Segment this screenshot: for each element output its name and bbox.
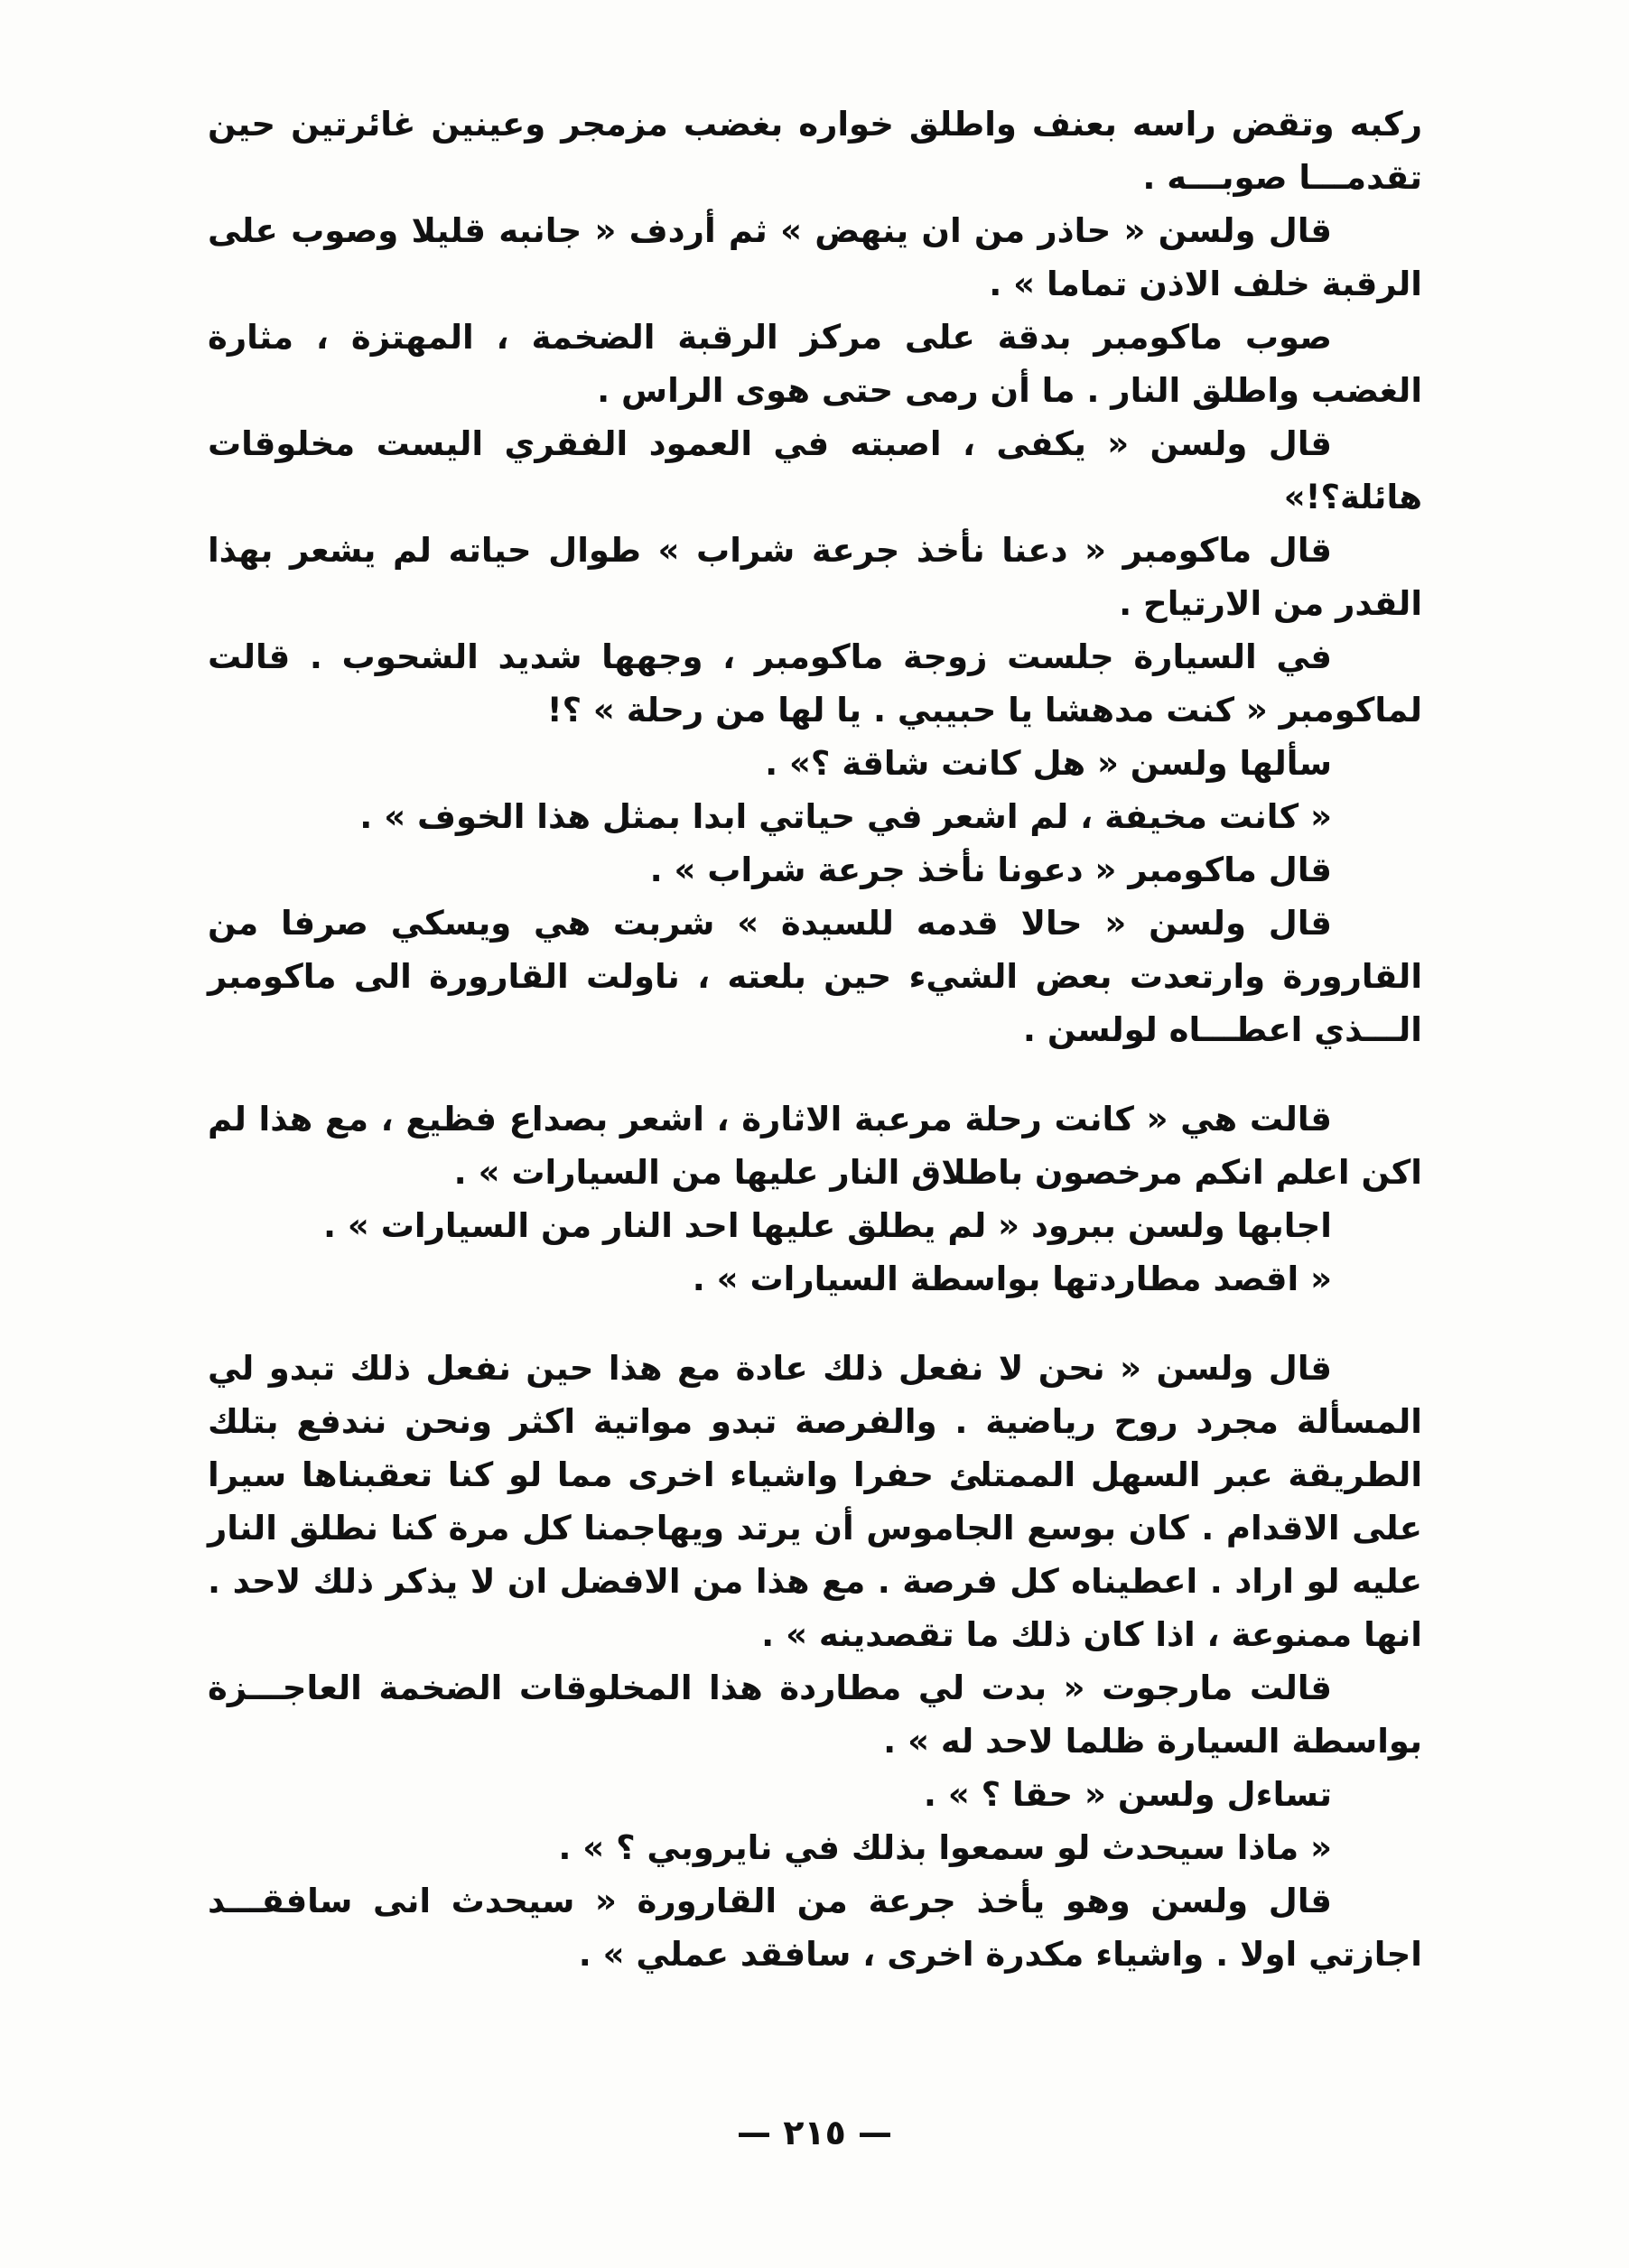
paragraph: « كانت مخيفة ، لم اشعر في حياتي ابدا بمثل هذا الخوف » . [359, 797, 1332, 836]
paragraph: قال ماكومبر « دعونا نأخذ جرعة شراب » . [649, 850, 1332, 889]
paragraph: قال ولسن « يكفى ، اصبته في العمود الفقري اليست مخلوقات هائلة؟!» [208, 424, 1422, 516]
paragraph: قال ولسن « حالا قدمه للسيدة » شربت هي ويسكي صرفا من القارورة وارتعدت بعض الشيء حين بلعته ، ناولت القارورة الى ماكومبر الـــذي اعطـــاه لولسن . [208, 904, 1422, 1049]
paragraph: قال ولسن وهو يأخذ جرعة من القارورة « سيحدث انى سافقـــد اجازتي اولا . واشياء مكدرة اخرى ، سافقد عملي » . [208, 1882, 1422, 1974]
paragraph: في السيارة جلست زوجة ماكومبر ، وجهها شديد الشحوب . قالت لماكومبر « كنت مدهشا يا حبيبي . يا لها من رحلة » ؟! [208, 637, 1422, 730]
paragraph: قال ماكومبر « دعنا نأخذ جرعة شراب » طوال حياته لم يشعر بهذا القدر من الارتياح . [208, 531, 1422, 623]
paragraph: « ماذا سيحدث لو سمعوا بذلك في نايروبي ؟ » . [558, 1828, 1332, 1867]
paragraph: اجابها ولسن ببرود « لم يطلق عليها احد النار من السيارات » . [322, 1206, 1332, 1245]
paragraph: قال ولسن « نحن لا نفعل ذلك عادة مع هذا حين نفعل ذلك تبدو لي المسألة مجرد روح رياضية . والفرصة تبدو مواتية اكثر ونحن نندفع بتلك الطريقة عبر السهل الممتلئ حفرا واشياء اخرى مما لو كنا تعقبناها سيرا على الاقدام . كان بوسع الجاموس أن يرتد ويهاجمنا كل مرة كنا نطلق النار عليه لو اراد . اعطيناه كل فرصة . مع هذا من الافضل ان لا يذكر ذلك لاحد . انها ممنوعة ، اذا كان ذلك ما تقصدينه » . [208, 1349, 1422, 1654]
paragraph-gap [208, 1306, 1422, 1342]
body-text [208, 98, 1422, 1981]
paragraph: تساءل ولسن « حقا ؟ » . [923, 1775, 1332, 1814]
paragraph: « اقصد مطاردتها بواسطة السيارات » . [692, 1259, 1332, 1298]
page-number: — ٢١٥ — [736, 2113, 893, 2152]
paragraph: قالت هي « كانت رحلة مرعبة الاثارة ، اشعر بصداع فظيع ، مع هذا لم اكن اعلم انكم مرخصون باطلاق النار عليها من السيارات » . [208, 1100, 1422, 1192]
paragraph: قالت مارجوت « بدت لي مطاردة هذا المخلوقات الضخمة العاجـــزة بواسطة السيارة ظلما لاحد له » . [208, 1668, 1422, 1761]
paragraph: قال ولسن « حاذر من ان ينهض » ثم أردف « جانبه قليلا وصوب على الرقبة خلف الاذن تماما » . [208, 211, 1422, 303]
paragraph: سألها ولسن « هل كانت شاقة ؟» . [765, 744, 1332, 783]
paragraph: صوب ماكومبر بدقة على مركز الرقبة الضخمة ، المهتزة ، مثارة الغضب واطلق النار . ما أن رمى حتى هوى الراس . [208, 318, 1422, 410]
paragraph: ركبه وتقض راسه بعنف واطلق خواره بغضب مزمجر وعينين غائرتين حين تقدمـــا صوبـــه . [208, 105, 1422, 197]
paragraph-gap [208, 1056, 1422, 1092]
